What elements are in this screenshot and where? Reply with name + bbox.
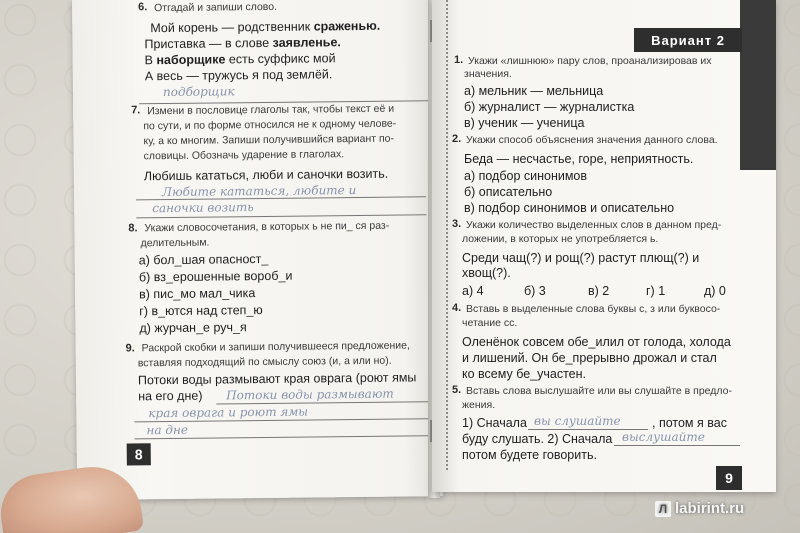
r-q3-number: 3. — [452, 218, 462, 230]
r-q2-item-c: в) подбор синонимов и описательно — [464, 201, 675, 215]
r-q3-option-c: в) 2 — [588, 284, 610, 298]
r-q1-item-b: б) журналист — журналистка — [464, 100, 635, 114]
q7-handwritten-2: саночки возить — [152, 200, 254, 216]
q8-line1: Укажи словосочетания, в которых ь не пи_ ся раз- — [144, 219, 390, 235]
r-q2-item-b: б) описательно — [464, 185, 553, 199]
q9-line2: вставляя подходящий по смыслу союз (и, а или но). — [137, 354, 392, 370]
r-q3-option-e: д) 0 — [704, 284, 726, 298]
r-q5-line1a: 1) Сначала — [462, 416, 527, 430]
q6-line4: А весь — тружусь я под землёй. — [144, 67, 333, 84]
q9-number: 9. — [125, 342, 135, 355]
q8-item-e: д) журчан_е руч_я — [139, 320, 247, 336]
answer-line — [614, 445, 740, 446]
page-number-right: 9 — [716, 466, 742, 490]
r-q4-text-2: и лишений. Он бе_прерывно дрожал и стал — [462, 351, 717, 365]
q7-proverb: Любишь кататься, люби и саночки возить. — [143, 166, 389, 184]
q7-line1: Измени в пословице глаголы так, чтобы текст её и — [147, 102, 395, 118]
r-q1-line2: значения. — [464, 68, 512, 80]
q7-handwritten-1: Любите кататься, любите и — [161, 183, 357, 200]
q7-line2: по сути, и по форме относился не к одному челове- — [143, 117, 397, 133]
q7-line3: ку, а ко многим. Запиши получившийся вариант по- — [143, 132, 395, 148]
r-q5-line2a: буду слушать. 2) Сначала — [462, 432, 613, 446]
q8-item-b: б) вз_ерошенные вороб_и — [138, 268, 293, 285]
r-q3-option-b: б) 3 — [524, 284, 546, 298]
corner-tab — [740, 0, 776, 170]
r-q1-item-a: а) мельник — мельница — [464, 84, 604, 98]
q9-handwritten-3: на дне — [146, 422, 189, 438]
q8-line2: делительным. — [140, 236, 210, 250]
r-q3-option-d: г) 1 — [646, 284, 666, 298]
variant-header: Вариант 2 — [634, 28, 742, 52]
r-q5-number: 5. — [452, 384, 462, 396]
r-q4-line1: Вставь в выделенные слова буквы с, з или буквосо- — [466, 303, 721, 315]
watermark-logo — [655, 500, 744, 517]
q9-handwritten-1: Потоки воды размывают — [226, 386, 394, 403]
r-q5-line1: Вставь слова выслушайте или вы слушайте в предло- — [466, 385, 732, 397]
r-q5-line1b: , потом я вас — [652, 416, 727, 430]
r-q3-line2: ложении, в которых не употребляется ь. — [462, 233, 659, 245]
r-q4-number: 4. — [452, 302, 462, 314]
r-q2-definition: Беда — несчастье, горе, неприятность. — [464, 152, 694, 166]
answer-line — [136, 214, 426, 218]
q9-sentence-1: Потоки воды размывают края оврага (роют ямы — [137, 370, 417, 388]
r-q5-handwritten-2: выслушайте — [622, 430, 705, 444]
page-number-left: 8 — [127, 443, 151, 465]
q8-number: 8. — [128, 222, 138, 235]
watermark-text: labirint.ru — [675, 500, 745, 517]
r-q4-line2: четание сс. — [462, 317, 518, 329]
q8-item-c: в) пис_мо мал_чика — [139, 286, 256, 302]
r-q5-line3: потом будете говорить. — [462, 448, 597, 462]
q7-line4: словицы. Обозначь ударение в глаголах. — [143, 148, 345, 163]
dotted-margin — [446, 0, 448, 470]
r-q3-sentence-1: Среди чащ(?) и рощ(?) растут плющ(?) и — [462, 251, 700, 265]
q6-line3: В наборщике есть суффикс мой — [144, 51, 336, 68]
q9-sentence-2: на его дне) — [138, 388, 203, 404]
r-q1-item-c: в) ученик — ученица — [464, 116, 585, 130]
r-q4-text-1: Оленёнок совсем обе_илил от голода, холода — [462, 335, 731, 349]
r-q4-text-3: ко всему бе_участен. — [462, 367, 586, 381]
r-q3-line1: Укажи количество выделенных слов в данном пред- — [466, 219, 722, 231]
q9-handwritten-2: края оврага и роют ямы — [148, 404, 309, 421]
q7-number: 7. — [131, 104, 141, 117]
q9-line1: Раскрой скобки и запиши получившееся предложение, — [141, 339, 410, 355]
r-q5-line2: жения. — [462, 399, 496, 411]
r-q1-number: 1. — [454, 54, 464, 66]
r-q2-prompt: Укажи способ объяснения значения данного слова. — [466, 134, 718, 146]
q6-handwritten-answer: подборщик — [162, 84, 235, 100]
r-q3-option-a: а) 4 — [462, 284, 484, 298]
q6-number: 6. — [138, 1, 148, 14]
r-q1-line1: Укажи «лишнюю» пару слов, проанализировав их — [468, 55, 712, 67]
q8-item-d: г) в_ются над степ_ю — [139, 303, 263, 319]
q6-line2: Приставка — в слове заявленье. — [144, 35, 341, 52]
left-page — [72, 0, 443, 500]
q6-prompt: Отгадай и запиши слово. — [154, 0, 278, 15]
r-q3-sentence-2: хвощ(?). — [462, 266, 511, 280]
r-q5-handwritten-1: вы слушайте — [534, 414, 621, 428]
watermark-letter: Л — [655, 501, 671, 517]
q8-item-a: а) бол_шая опасност_ — [138, 251, 269, 268]
q6-line1: Мой корень — родственник сраженью. — [150, 18, 381, 36]
r-q2-number: 2. — [452, 133, 462, 145]
r-q2-item-a: а) подбор синонимов — [464, 169, 588, 183]
